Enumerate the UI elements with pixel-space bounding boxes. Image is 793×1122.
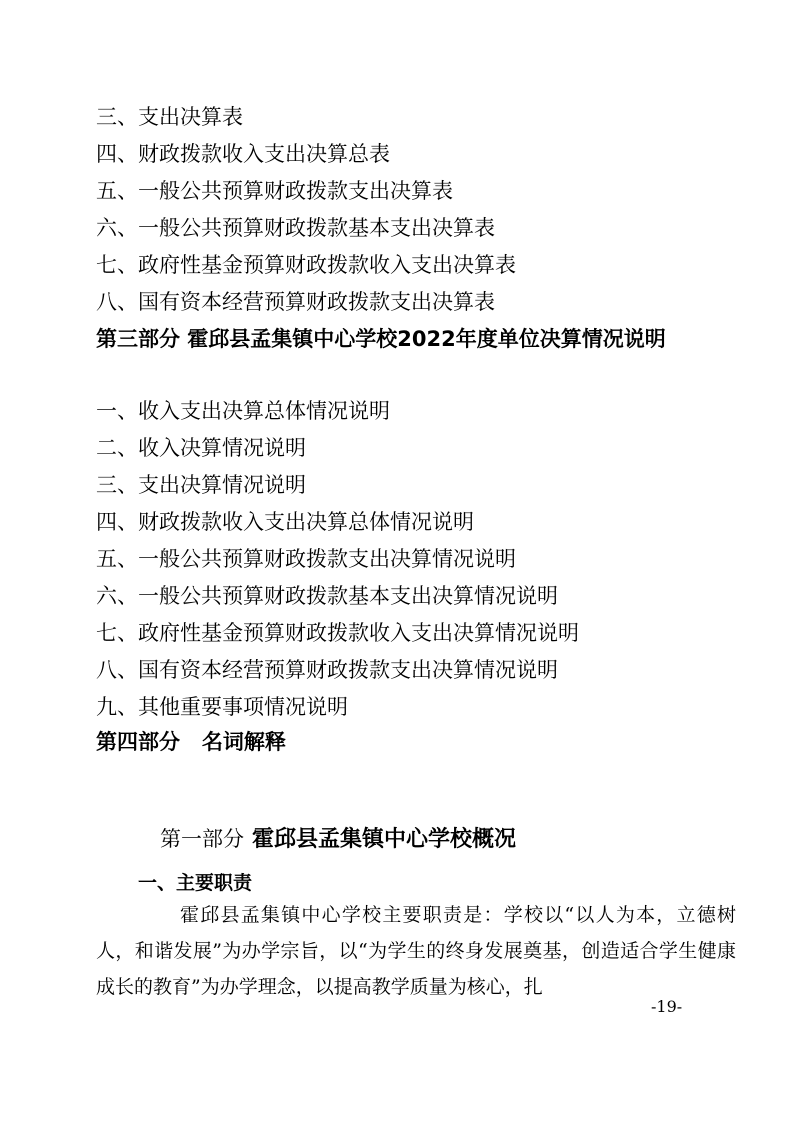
toc-item: 四、财政拨款收入支出决算总表	[96, 142, 390, 166]
toc-item: 四、财政拨款收入支出决算总体情况说明	[96, 510, 474, 534]
toc-item: 五、一般公共预算财政拨款支出决算情况说明	[96, 547, 516, 571]
toc-part3-heading: 第三部分 霍邱县孟集镇中心学校2022年度单位决算情况说明	[96, 327, 666, 351]
toc-item: 一、收入支出决算总体情况说明	[96, 399, 390, 423]
toc-item: 三、支出决算情况说明	[96, 473, 306, 497]
toc-item: 六、一般公共预算财政拨款基本支出决算表	[96, 216, 495, 240]
toc-item: 八、国有资本经营预算财政拨款支出决算情况说明	[96, 658, 558, 682]
toc-item: 五、一般公共预算财政拨款支出决算表	[96, 179, 453, 203]
section-heading: 一、主要职责	[138, 872, 253, 894]
page-number: -19-	[651, 997, 683, 1016]
toc-item: 二、收入决算情况说明	[96, 436, 306, 460]
toc-item: 六、一般公共预算财政拨款基本支出决算情况说明	[96, 584, 558, 608]
body-paragraph: 霍邱县孟集镇中心学校主要职责是：学校以“以人为本，立德树人，和谐发展”为办学宗旨，以“为学生的终身发展奠基，创造适合学生健康成长的教育”为办学理念，以提高教学质量为核心，扎	[96, 904, 736, 998]
chapter-title	[160, 822, 516, 857]
toc-item: 七、政府性基金预算财政拨款收入支出决算情况说明	[96, 621, 579, 645]
toc-item: 三、支出决算表	[96, 105, 243, 129]
toc-item: 九、其他重要事项情况说明	[96, 695, 348, 719]
chapter-name: 霍邱县孟集镇中心学校概况	[252, 827, 517, 852]
toc-part4-heading: 第四部分 名词解释	[96, 730, 286, 754]
toc-item: 七、政府性基金预算财政拨款收入支出决算表	[96, 253, 516, 277]
toc-item: 八、国有资本经营预算财政拨款支出决算表	[96, 290, 495, 314]
chapter-prefix: 第一部分	[160, 827, 244, 851]
